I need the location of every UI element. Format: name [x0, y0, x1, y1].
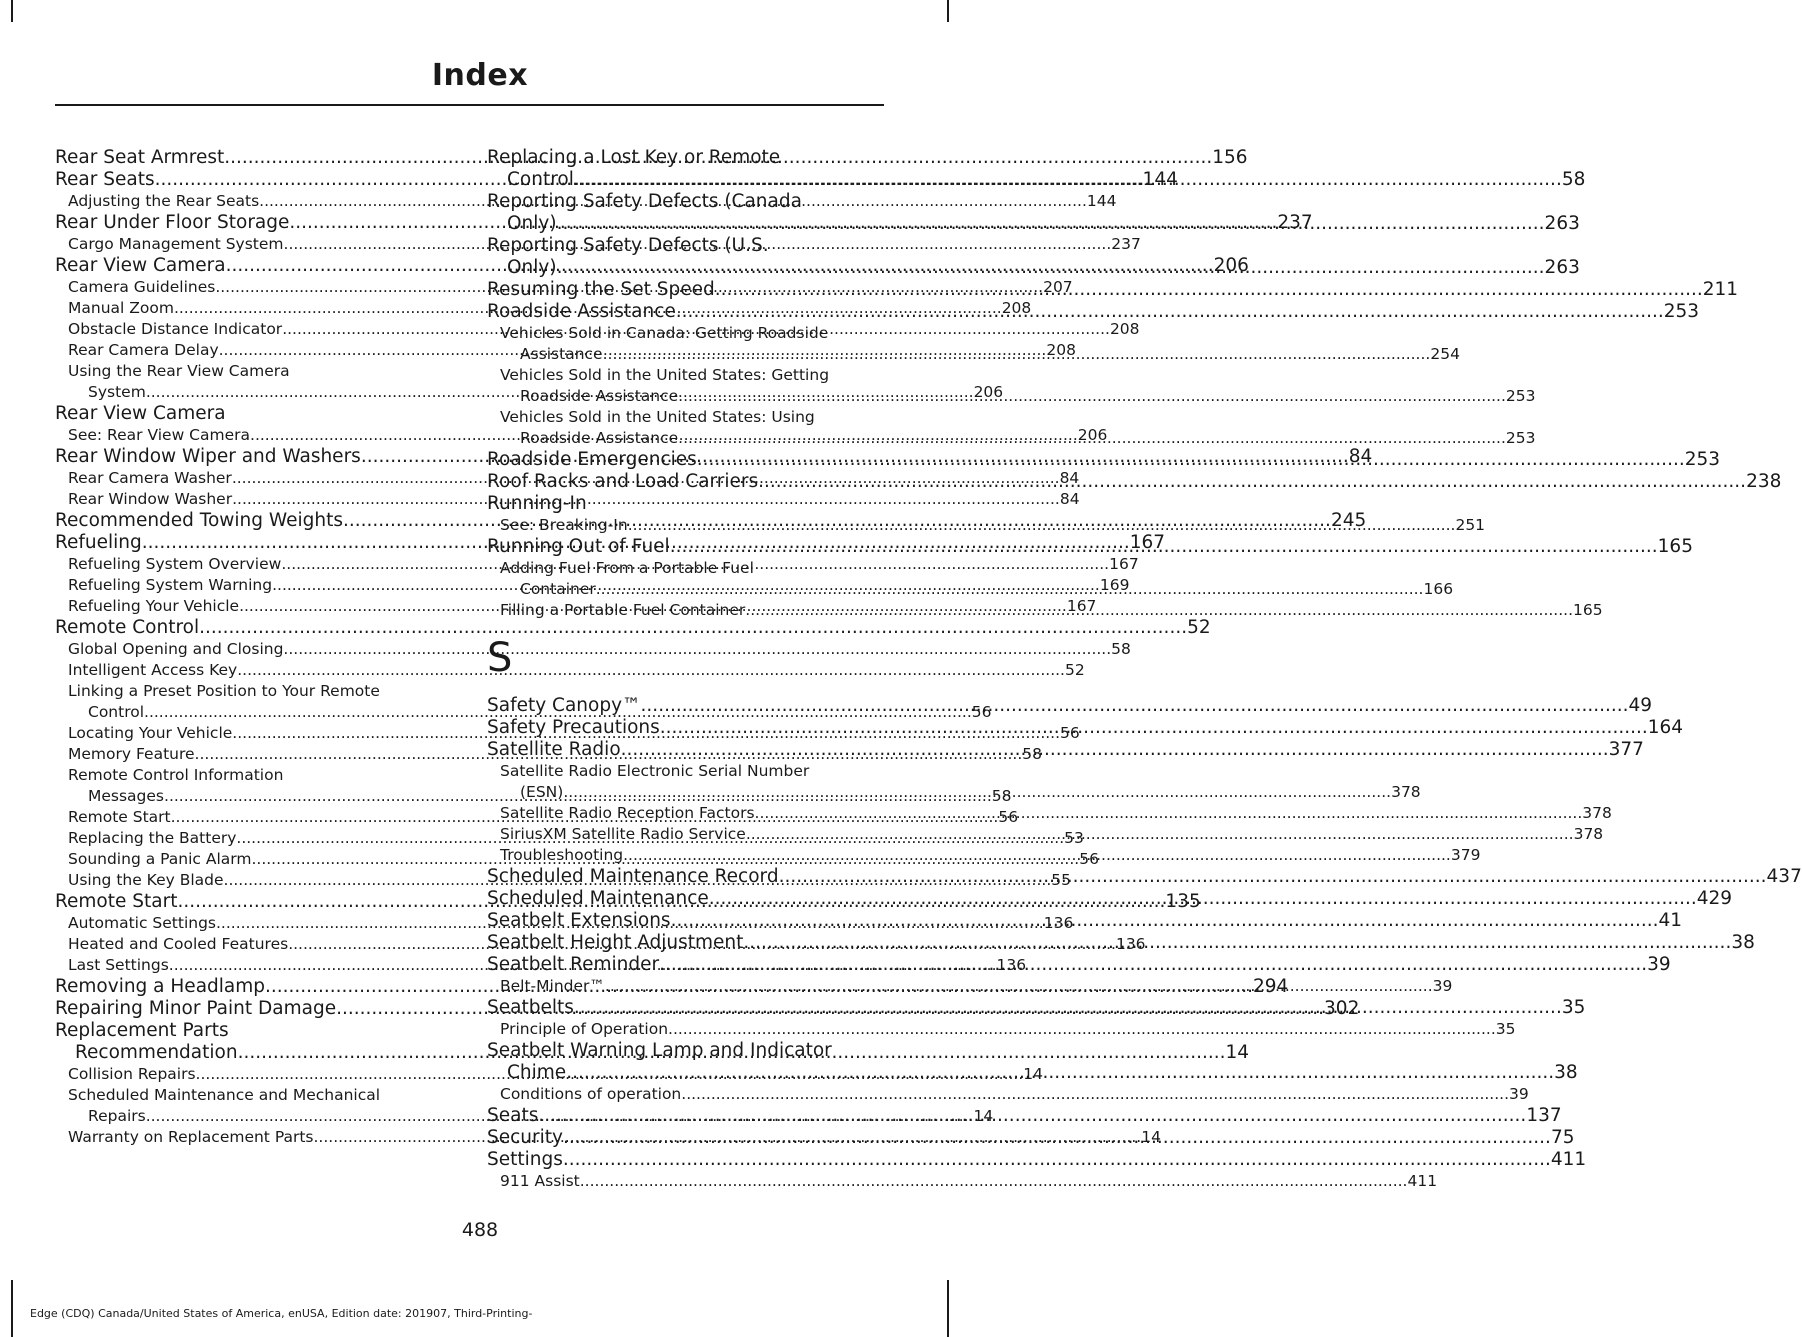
page-number: 488	[461, 1219, 499, 1241]
page-ref: 84	[1059, 469, 1080, 487]
entry-text: Camera Guidelines	[68, 278, 216, 296]
entry-text: Rear Camera Washer	[68, 469, 232, 487]
index-subentry	[55, 639, 1131, 660]
entry-text: 911 Assist	[500, 1172, 580, 1190]
entry-first-line: Scheduled Maintenance and Mechanical	[68, 1086, 381, 1104]
entry-text: Seatbelt Extensions	[487, 910, 671, 931]
leader-dots	[746, 824, 1574, 845]
leader-dots	[628, 515, 1456, 536]
leader-dots	[709, 888, 1697, 910]
page-ref: 166	[1423, 580, 1454, 598]
entry-first-line: Vehicles Sold in Canada: Getting Roadside	[500, 324, 829, 342]
entry-text: Messages	[88, 787, 165, 805]
crop-mark-bottom-left	[11, 1280, 13, 1337]
page-ref: 58	[1111, 640, 1131, 658]
page-ref: 411	[1407, 1172, 1438, 1190]
entry-text: Belt-Minder™	[500, 977, 605, 995]
entry-text: Control	[507, 169, 574, 190]
page-ref: 251	[1455, 516, 1486, 534]
entry-text: Rear Window Wiper and Washers	[55, 446, 361, 467]
leader-dots	[678, 386, 1506, 407]
entry-text: Using the Key Blade	[68, 871, 224, 889]
leader-dots	[603, 344, 1431, 365]
header-divider	[55, 104, 884, 106]
entry-text: Cargo Management System	[68, 235, 284, 253]
leader-dots	[623, 845, 1451, 866]
page-ref: 294	[1252, 976, 1289, 997]
leader-dots	[697, 449, 1685, 471]
leader-dots	[755, 803, 1583, 824]
entry-text: Rear Window Washer	[68, 490, 233, 508]
entry-first-line: Reporting Safety Defects (U.S.	[487, 235, 769, 256]
page-ref: 211	[1702, 279, 1739, 300]
entry-text: Conditions of operation	[500, 1085, 682, 1103]
entry-text: Refueling System Warning	[68, 576, 273, 594]
page-ref: 206	[1077, 426, 1108, 444]
leader-dots	[779, 866, 1767, 888]
leader-dots	[580, 1171, 1408, 1192]
index-entry	[487, 1149, 1587, 1171]
entry-text: Roadside Assistance	[520, 387, 679, 405]
page-ref: 56	[998, 808, 1019, 826]
page-ref: 164	[1647, 717, 1684, 738]
page-ref: 58	[1022, 745, 1043, 763]
page-ref: 135	[1165, 891, 1201, 912]
page-ref: 52	[1064, 661, 1085, 679]
entry-text: Remote Start	[68, 808, 171, 826]
leader-dots	[659, 954, 1647, 976]
entry-line	[55, 617, 1211, 639]
entry-text: Remote Control	[55, 617, 200, 638]
leader-dots	[676, 301, 1664, 323]
entry-text: Rear View Camera	[55, 403, 226, 424]
leader-dots	[596, 579, 1424, 600]
leader-dots	[563, 1127, 1551, 1149]
entry-first-line: Remote Control Information	[68, 766, 284, 784]
page-ref: 56	[1079, 850, 1099, 868]
index-subentry	[55, 660, 1085, 681]
entry-text: Container	[520, 580, 596, 598]
index-subentry	[487, 1171, 1438, 1192]
page-ref: 137	[1526, 1105, 1562, 1126]
entry-text: Chime	[507, 1062, 567, 1083]
entry-text: Scheduled Maintenance	[487, 888, 709, 909]
entry-line	[487, 493, 877, 515]
page-ref: 136	[1043, 914, 1074, 932]
page-ref: 165	[1657, 536, 1693, 557]
page-ref: 263	[1544, 213, 1580, 234]
page-ref: 206	[1213, 255, 1249, 276]
entry-first-line: Using the Rear View Camera	[68, 362, 290, 380]
leader-dots	[557, 257, 1545, 279]
page-ref: 56	[971, 703, 992, 721]
entry-text: Manual Zoom	[68, 299, 174, 317]
leader-dots	[621, 739, 1609, 761]
page-ref: 58	[991, 787, 1012, 805]
entry-first-line: Satellite Radio Electronic Serial Number	[500, 762, 810, 780]
edition-footer: Edge (CDQ) Canada/United States of America, enUSA, Edition date: 201907, Third-Printing-	[30, 1307, 533, 1320]
page-ref: 238	[1746, 471, 1782, 492]
page-ref: 14	[973, 1107, 994, 1125]
page-ref: 14	[1141, 1128, 1161, 1146]
entry-text: Settings	[487, 1149, 563, 1170]
entry-text: Recommendation	[75, 1042, 238, 1063]
page-ref: 237	[1277, 212, 1313, 233]
entry-line	[55, 403, 445, 425]
leader-dots	[743, 932, 1731, 954]
entry-text: Remote Start	[55, 891, 178, 912]
entry-line	[500, 1084, 1529, 1105]
page-ref: 207	[1043, 278, 1073, 296]
page-ref: 136	[996, 956, 1027, 974]
page-ref: 245	[1330, 510, 1367, 531]
entry-text: Global Opening and Closing	[68, 640, 284, 658]
page-ref: 429	[1696, 888, 1733, 909]
page-ref: 253	[1684, 449, 1721, 470]
entry-text: Satellite Radio	[487, 739, 621, 760]
page-ref: 52	[1187, 617, 1211, 638]
leader-dots	[557, 213, 1545, 235]
entry-first-line: Vehicles Sold in the United States: Using	[500, 408, 815, 426]
page-ref: 58	[1561, 169, 1586, 190]
entry-text: Rear Camera Delay	[68, 341, 219, 359]
entry-text: SiriusXM Satellite Radio Service	[500, 825, 746, 843]
entry-text: Heated and Cooled Features	[68, 935, 289, 953]
section-letter: S	[487, 635, 513, 681]
leader-dots	[538, 1105, 1526, 1127]
page-ref: 208	[1109, 320, 1140, 338]
entry-first-line: Linking a Preset Position to Your Remote	[68, 682, 380, 700]
crop-mark-top-left	[11, 0, 13, 22]
page-ref: 14	[1023, 1065, 1044, 1083]
entry-text: Repairing Minor Paint Damage	[55, 998, 337, 1019]
page-ref: 156	[1212, 147, 1248, 168]
page-title: Index	[431, 58, 529, 93]
leader-dots	[660, 717, 1648, 739]
entry-text: Troubleshooting	[500, 846, 624, 864]
entry-text: Collision Repairs	[68, 1065, 196, 1083]
page-ref: 144	[1142, 169, 1178, 190]
entry-text: Roadside Emergencies	[487, 449, 697, 470]
crop-mark-bottom-right	[947, 1280, 949, 1337]
page-ref: 167	[1109, 555, 1139, 573]
page-ref: 411	[1550, 1149, 1587, 1170]
entry-text: Automatic Settings	[68, 914, 216, 932]
page-ref: 84	[1348, 446, 1373, 467]
page-ref: 253	[1663, 301, 1700, 322]
page-ref: 84	[1059, 490, 1080, 508]
page-ref: 35	[1495, 1020, 1516, 1038]
entry-text: Running-In	[487, 493, 587, 514]
leader-dots	[574, 997, 1562, 1019]
entry-text: Only)	[507, 213, 557, 234]
leader-dots	[563, 1149, 1551, 1171]
entry-line	[68, 639, 1131, 660]
entry-text: Rear Seat Armrest	[55, 147, 225, 168]
leader-dots	[745, 600, 1573, 621]
page-ref: 165	[1573, 601, 1603, 619]
page-ref: 38	[1731, 932, 1755, 953]
crop-mark-top-right	[947, 0, 949, 22]
leader-dots	[670, 536, 1658, 558]
entry-text: Refueling	[55, 532, 142, 553]
page-ref: 208	[1046, 341, 1076, 359]
entry-text: Replacing the Battery	[68, 829, 237, 847]
entry-line	[487, 1149, 1587, 1171]
page-ref: 39	[1432, 977, 1453, 995]
entry-text: Running Out of Fuel	[487, 536, 670, 557]
index-entry	[55, 403, 445, 425]
page-ref: 379	[1450, 846, 1481, 864]
page-ref: 378	[1582, 804, 1612, 822]
entry-text: System	[88, 383, 146, 401]
page-ref: 56	[1060, 724, 1080, 742]
entry-first-line: Replacing a Lost Key or Remote	[487, 147, 781, 168]
entry-text: Seatbelt Reminder	[487, 954, 660, 975]
page-ref: 144	[1086, 192, 1117, 210]
entry-text: Warranty on Replacement Parts	[68, 1128, 314, 1146]
entry-text: Intelligent Access Key	[68, 661, 238, 679]
page-ref: 377	[1608, 739, 1644, 760]
entry-first-line: Replacement Parts	[55, 1020, 229, 1041]
index-entry	[487, 493, 877, 515]
entry-text: Only)	[507, 257, 557, 278]
page-ref: 49	[1628, 695, 1653, 716]
page-ref: 378	[1573, 825, 1604, 843]
index-entry	[55, 617, 1211, 639]
leader-dots	[668, 1019, 1496, 1040]
leader-dots	[641, 695, 1629, 717]
entry-text: See: Breaking-In	[500, 516, 628, 534]
entry-text: Assistance	[520, 345, 603, 363]
page-ref: 14	[1225, 1042, 1250, 1063]
entry-text: Recommended Towing Weights	[55, 510, 343, 531]
entry-text: Security	[487, 1127, 563, 1148]
entry-text: Adjusting the Rear Seats	[68, 192, 260, 210]
page-ref: 167	[1129, 532, 1166, 553]
page-ref: 437	[1766, 866, 1802, 887]
entry-line	[68, 660, 1085, 681]
page-ref: 254	[1430, 345, 1460, 363]
page-ref: 253	[1505, 387, 1536, 405]
leader-dots	[678, 428, 1506, 449]
leader-dots	[758, 471, 1746, 493]
entry-text: (ESN)	[520, 783, 564, 801]
entry-text: Last Settings	[68, 956, 169, 974]
entry-text: Seatbelts	[487, 997, 574, 1018]
page-ref: 35	[1561, 997, 1586, 1018]
entry-line	[500, 1171, 1438, 1192]
leader-dots	[563, 782, 1391, 803]
entry-text: Obstacle Distance Indicator	[68, 320, 283, 338]
entry-text: Control	[88, 703, 145, 721]
leader-dots	[566, 1062, 1554, 1084]
leader-dots	[681, 1084, 1509, 1105]
page-ref: 263	[1544, 257, 1580, 278]
entry-text: Memory Feature	[68, 745, 195, 763]
entry-text: Removing a Headlamp	[55, 976, 266, 997]
page-ref: 39	[1647, 954, 1671, 975]
entry-text: Scheduled Maintenance Record	[487, 866, 779, 887]
entry-text: Rear Under Floor Storage	[55, 212, 290, 233]
page-ref: 53	[1064, 829, 1084, 847]
index-subentry	[487, 1019, 1516, 1040]
page-ref: 75	[1550, 1127, 1575, 1148]
entry-text: Roadside Assistance	[487, 301, 676, 322]
page-ref: 378	[1391, 783, 1421, 801]
page-ref: 41	[1658, 910, 1683, 931]
entry-text: Refueling System Overview	[68, 555, 282, 573]
entry-text: Satellite Radio Reception Factors	[500, 804, 755, 822]
page-ref: 302	[1324, 998, 1360, 1019]
entry-text: Rear Seats	[55, 169, 155, 190]
entry-text: Principle of Operation	[500, 1020, 669, 1038]
leader-dots	[671, 910, 1659, 932]
page-ref: 55	[1051, 871, 1072, 889]
index-subentry	[487, 1084, 1529, 1105]
entry-line	[500, 1019, 1516, 1040]
entry-text: Repairs	[88, 1107, 146, 1125]
entry-first-line: Seatbelt Warning Lamp and Indicator	[487, 1040, 832, 1061]
page-ref: 169	[1099, 576, 1130, 594]
page-ref: 206	[973, 383, 1004, 401]
entry-text: Safety Canopy™	[487, 695, 641, 716]
entry-text: Roadside Assistance	[520, 429, 679, 447]
entry-text: Refueling Your Vehicle	[68, 597, 240, 615]
entry-text: Rear View Camera	[55, 255, 226, 276]
page-ref: 39	[1509, 1085, 1529, 1103]
entry-first-line: Vehicles Sold in the United States: Getting	[500, 366, 830, 384]
leader-dots	[605, 976, 1433, 997]
page-ref: 208	[1001, 299, 1032, 317]
entry-text: Resuming the Set Speed	[487, 279, 715, 300]
page-ref: 167	[1066, 597, 1097, 615]
leader-dots	[574, 169, 1562, 191]
entry-text: Filling a Portable Fuel Container	[500, 601, 746, 619]
entry-first-line: Reporting Safety Defects (Canada	[487, 191, 802, 212]
entry-text: Seatbelt Height Adjustment	[487, 932, 744, 953]
leader-dots	[715, 279, 1703, 301]
page-ref: 237	[1111, 235, 1141, 253]
entry-text: Sounding a Panic Alarm	[68, 850, 252, 868]
page-ref: 38	[1554, 1062, 1578, 1083]
page-ref: 136	[1115, 935, 1146, 953]
entry-first-line: Adding Fuel From a Portable Fuel	[500, 559, 754, 577]
page-ref: 253	[1505, 429, 1536, 447]
entry-text: See: Rear View Camera	[68, 426, 251, 444]
entry-text: Roof Racks and Load Carriers	[487, 471, 759, 492]
entry-text: Safety Precautions	[487, 717, 660, 738]
entry-text: Seats	[487, 1105, 539, 1126]
entry-text: Locating Your Vehicle	[68, 724, 233, 742]
